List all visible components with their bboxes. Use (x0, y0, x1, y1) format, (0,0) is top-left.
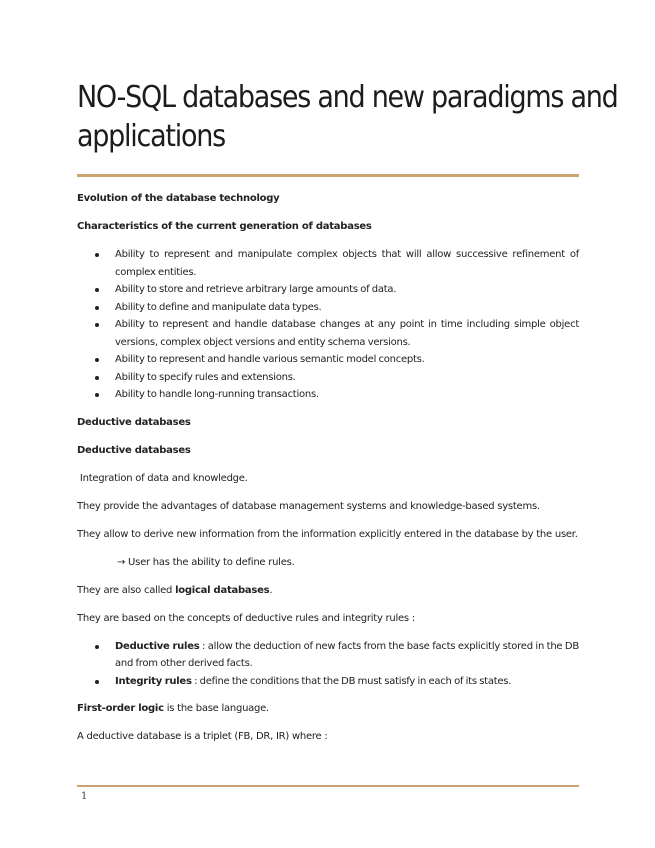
bullet-icon (95, 376, 99, 380)
text-span: is the base language. (163, 703, 269, 714)
document-body (77, 190, 579, 756)
bullet-icon (95, 393, 99, 397)
page-title (77, 78, 618, 156)
list-item-text: Ability to represent and manipulate complex objects that will allow successive refinement of complex entities. (115, 249, 579, 278)
paragraph-integration: Integration of data and knowledge. (77, 472, 248, 484)
page-number: 1 (81, 791, 88, 802)
list-item-text: : allow the deduction of new facts from the base facts explicitly stored in the DB and from other derived facts. (115, 640, 579, 669)
page-title-line-2: applications (77, 119, 225, 154)
list-item (77, 386, 579, 404)
list-item (77, 316, 579, 351)
characteristics-list (77, 246, 579, 404)
paragraph-based-on: They are based on the concepts of deductive rules and integrity rules : (77, 612, 415, 624)
bold-term: logical databases (175, 584, 270, 596)
list-item (77, 673, 579, 691)
bold-term: Integrity rules (115, 675, 192, 687)
bullet-icon (95, 306, 99, 310)
text-span: They are also called (77, 584, 176, 596)
heading-characteristics: Characteristics of the current generation of databases (77, 221, 372, 232)
rules-list (77, 638, 579, 691)
bullet-icon (95, 680, 99, 684)
list-item-text: Ability to store and retrieve arbitrary large amounts of data. (115, 284, 397, 295)
footer-divider (77, 785, 579, 787)
list-item-text: : define the conditions that the DB must satisfy in each of its states. (191, 675, 512, 687)
list-item (77, 299, 579, 317)
list-item (77, 246, 579, 281)
paragraph-first-order (77, 700, 579, 718)
list-item-text: Ability to represent and handle various semantic model concepts. (115, 354, 425, 365)
list-item (77, 351, 579, 369)
paragraph-derive: They allow to derive new information from the information explicitly entered in the database by the user. (77, 528, 578, 540)
heading-deductive-2: Deductive databases (77, 444, 191, 456)
heading-evolution: Evolution of the database technology (77, 193, 280, 204)
page-title-line-1: NO-SQL databases and new paradigms and (77, 80, 618, 115)
bullet-icon (95, 323, 99, 327)
bullet-icon (95, 253, 99, 257)
title-divider (77, 174, 579, 177)
bold-term: First-order logic (77, 703, 164, 714)
paragraph-advantages: They provide the advantages of database management systems and knowledge-based systems. (77, 500, 540, 512)
list-item-text: Ability to specify rules and extensions. (115, 371, 296, 383)
text-span: . (269, 584, 273, 596)
bullet-icon (95, 288, 99, 292)
paragraph-also-called (77, 582, 579, 600)
list-item-text: Ability to handle long-running transactions. (115, 389, 319, 400)
bullet-icon (95, 358, 99, 362)
list-item-text: Ability to represent and handle database changes at any point in time including simple object versions, complex object versions and entity schema versions. (115, 319, 579, 348)
paragraph-triplet: A deductive database is a triplet (FB, DR, IR) where : (77, 731, 328, 742)
list-item (77, 638, 579, 673)
bullet-icon (95, 645, 99, 649)
heading-deductive-1: Deductive databases (77, 416, 191, 428)
paragraph-user-rules: → User has the ability to define rules. (117, 556, 295, 568)
bold-term: Deductive rules (115, 640, 200, 652)
list-item (77, 369, 579, 387)
list-item-text: Ability to define and manipulate data types. (115, 301, 322, 313)
list-item (77, 281, 579, 299)
